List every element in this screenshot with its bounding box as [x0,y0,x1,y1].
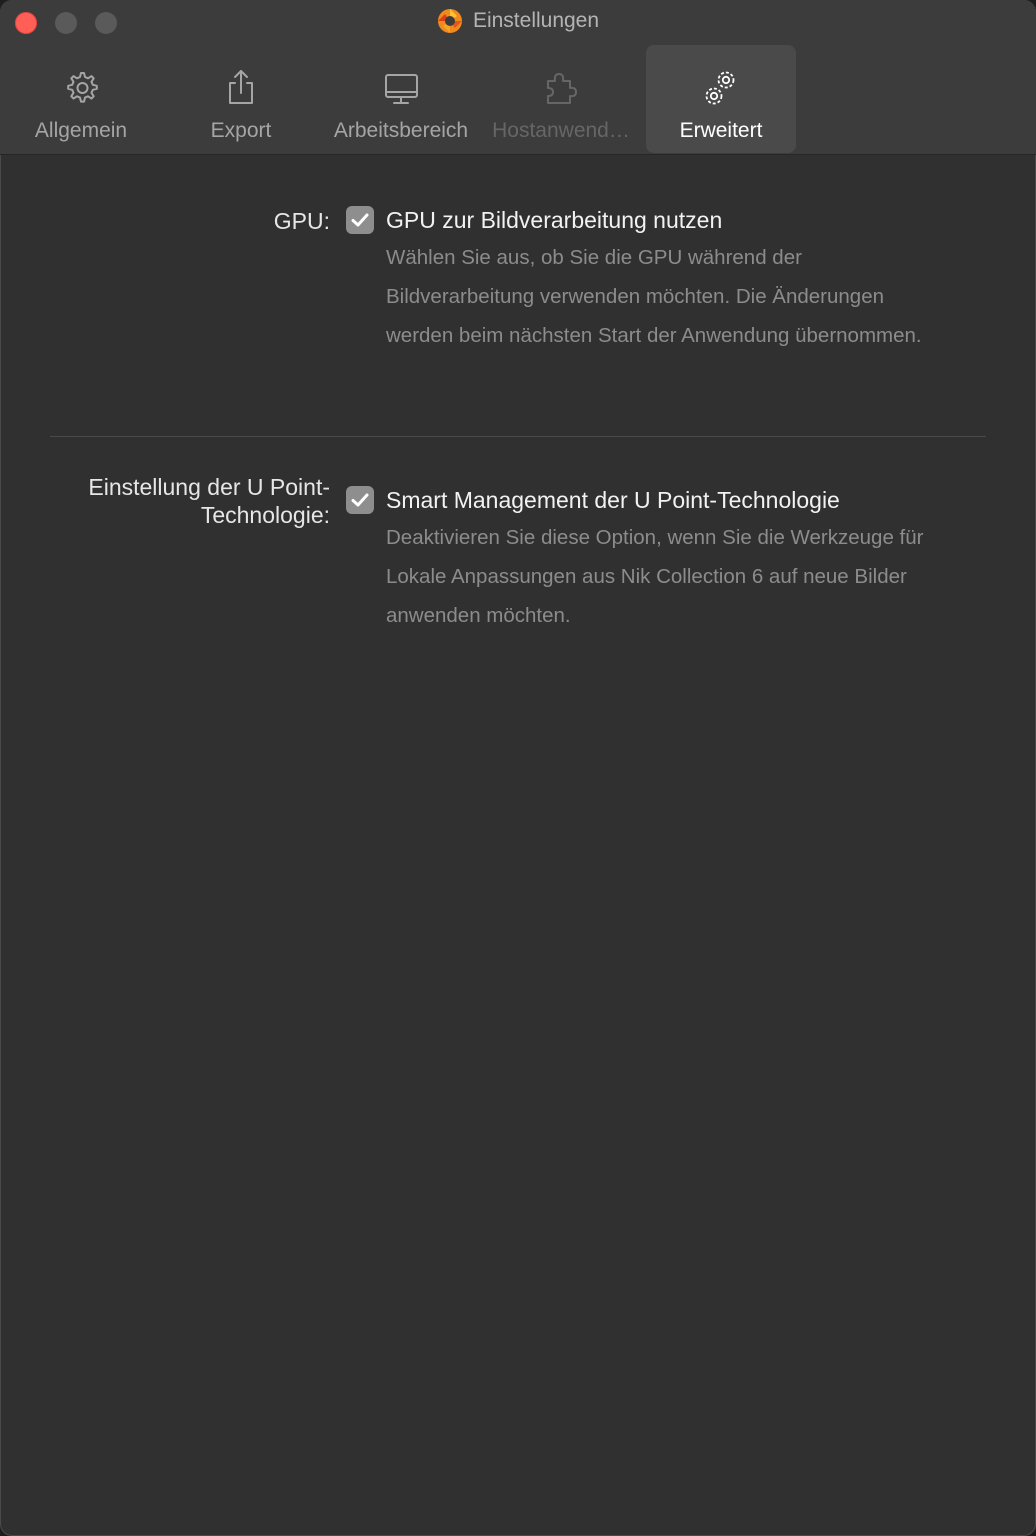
tab-erweitert-label: Erweitert [679,119,763,142]
upoint-checkbox[interactable] [346,486,374,514]
nik-collection-aperture-icon [437,8,463,34]
upoint-option-title[interactable]: Smart Management der U Point-Technologie [386,487,840,513]
gpu-option-description: Wählen Sie aus, ob Sie die GPU während der Bildverarbeitung verwenden möchten. Die Änderungen werden beim nächsten Start der Anwendung übernommen. [386,246,922,347]
checkmark-icon [350,210,370,230]
tab-export-label: Export [210,119,272,142]
upoint-row-label-line2: Technologie: [200,502,330,528]
tab-hostanwendungen-label: Hostanwend… [492,119,630,142]
puzzle-icon [540,67,582,109]
gpu-option-title[interactable]: GPU zur Bildverarbeitung nutzen [386,207,723,233]
titlebar-toolbar [0,0,1036,155]
gears-icon [700,67,742,109]
tab-export[interactable] [166,45,316,153]
monitor-icon [380,67,422,109]
upoint-option-description: Deaktivieren Sie diese Option, wenn Sie die Werkzeuge für Lokale Anpassungen aus Nik Collection 6 auf neue Bilder anwenden möchten. [386,526,924,627]
gpu-checkbox[interactable] [346,206,374,234]
tab-arbeitsbereich-label: Arbeitsbereich [333,119,469,142]
gear-icon [60,67,102,109]
upoint-row-label-line1: Einstellung der U Point- [88,474,330,500]
checkmark-icon [350,490,370,510]
window-title-bar [0,8,1036,38]
tab-allgemein-label: Allgemein [34,119,128,142]
gpu-row-label: GPU: [273,208,330,234]
tab-allgemein[interactable] [6,45,156,153]
tab-erweitert[interactable] [646,45,796,153]
tab-arbeitsbereich[interactable] [326,45,476,153]
window-title: Einstellungen [472,9,600,32]
section-divider [50,436,986,437]
tab-hostanwendungen[interactable] [486,45,636,153]
share-icon [220,67,262,109]
upoint-row-label [40,473,330,529]
